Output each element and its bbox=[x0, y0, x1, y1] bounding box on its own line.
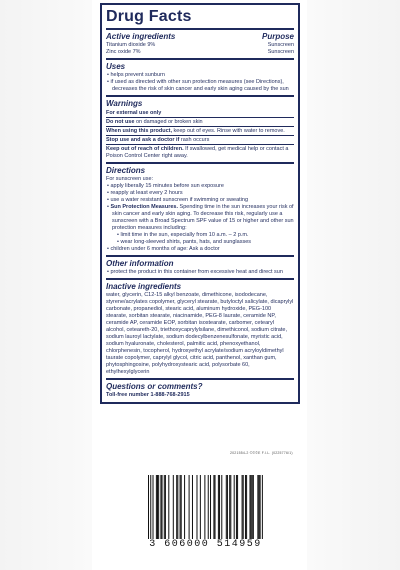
barcode-bar bbox=[246, 475, 247, 539]
uses-item: • if used as directed with other sun protection measures (see Directions), decreases the risk of skin cancer and early skin aging caused by the sun bbox=[107, 79, 289, 92]
directions-item: • reapply at least every 2 hours bbox=[107, 190, 183, 196]
warnings-list bbox=[106, 109, 294, 160]
barcode-bar bbox=[237, 475, 238, 539]
barcode-bar bbox=[260, 475, 261, 539]
uses-heading: Uses bbox=[106, 62, 126, 71]
uses-item: • helps prevent sunburn bbox=[107, 72, 165, 78]
questions-heading: Questions or comments? bbox=[106, 382, 203, 391]
drug-facts-panel bbox=[100, 3, 300, 404]
barcode-bar bbox=[181, 475, 182, 539]
warning-line: For external use only bbox=[106, 109, 294, 118]
barcode-bar bbox=[192, 475, 193, 539]
directions-intro: For sunscreen use: bbox=[106, 176, 154, 182]
barcode-bar bbox=[156, 475, 157, 539]
carton-left-side bbox=[0, 0, 92, 570]
barcode-bar bbox=[160, 475, 161, 539]
barcode-bar bbox=[249, 475, 250, 539]
barcode-bar bbox=[204, 475, 205, 539]
ingredient-name: Zinc oxide 7% bbox=[106, 49, 141, 55]
divider bbox=[106, 95, 294, 97]
ingredient-name: Titanium dioxide 9% bbox=[106, 42, 156, 48]
warnings-heading: Warnings bbox=[106, 99, 143, 108]
barcode-bar bbox=[210, 475, 211, 539]
warning-line: Stop use and ask a doctor if rash occurs bbox=[106, 136, 294, 145]
barcode-bar bbox=[221, 475, 222, 539]
divider bbox=[106, 278, 294, 280]
divider bbox=[106, 378, 294, 380]
barcode-bar bbox=[257, 475, 258, 539]
barcode-bar bbox=[176, 475, 177, 539]
barcode-bar bbox=[173, 475, 174, 539]
barcode-bar bbox=[150, 475, 151, 539]
directions-item: • children under 6 months of age: Ask a doctor bbox=[107, 246, 220, 252]
barcode-bar bbox=[162, 475, 163, 539]
ingredient-purpose: Sunscreen bbox=[267, 42, 294, 48]
barcode-bar bbox=[215, 475, 216, 539]
barcode-bar bbox=[153, 475, 154, 539]
barcode-bar bbox=[236, 475, 237, 539]
active-ingredient-row bbox=[106, 42, 294, 49]
print-code: 2021554-2 ©©©E F.I.L. (0225776/1) bbox=[230, 451, 293, 455]
barcode-bar bbox=[184, 475, 185, 539]
carton-right-side bbox=[307, 0, 400, 570]
barcode-bar bbox=[208, 475, 209, 539]
barcode-bar bbox=[180, 475, 181, 539]
warning-line: Keep out of reach of children. If swallowed, get medical help or contact a Poison Control Center right away. bbox=[106, 145, 289, 159]
barcode-bar bbox=[200, 475, 201, 539]
barcode-bars bbox=[148, 475, 263, 539]
active-ingredients-header bbox=[106, 32, 294, 42]
divider bbox=[106, 58, 294, 60]
sun-protection-subitem: • limit time in the sun, especially from 10 a.m. – 2 p.m. bbox=[117, 232, 249, 238]
barcode-bar bbox=[262, 475, 263, 539]
barcode-bar bbox=[253, 475, 254, 539]
barcode bbox=[148, 475, 263, 550]
barcode-bar bbox=[148, 475, 149, 539]
barcode-bar bbox=[219, 475, 220, 539]
barcode-number: 3 606000 514959 bbox=[149, 539, 262, 550]
purpose-heading: Purpose bbox=[261, 32, 294, 41]
barcode-bar bbox=[252, 475, 253, 539]
inactive-ingredients-text: water, glycerin, C12-15 alkyl benzoate, dimethicone, isododecane, styrene/acrylates copolymer, glyceryl stearate, butyloctyl salicylate, dicaprylyl carbonate, propanediol, stearic acid, aluminum hydroxide, PEG-100 stearate, sorbitan stearate, niacinamide, PEG-8 laurate, ceramide NP, ceramide AP, ceramide EOP, sorbitan isostearate, carbomer, cetearyl alcohol, ceteareth-20, triethoxycaprylylsilane, dimethiconol, sodium citrate, sodium lauroyl lactylate, sodium dodecylbenzenesulfonate, myristic acid, sodium hyaluronate, cholesterol, palmitic acid, phenoxyethanol, chlorphenesin, tocopherol, hydroxyethyl acrylate/sodium acryloyldimethyl taurate copolymer, caprylyl glycol, citric acid, panthenol, xanthan gum, phytosphingosine, polyhydroxystearic acid, polysorbate 60, ethylhexylglycerin bbox=[106, 292, 294, 375]
barcode-bar bbox=[251, 475, 252, 539]
barcode-bar bbox=[242, 475, 243, 539]
active-ingredient-row bbox=[106, 49, 294, 56]
sun-protection-item: • Sun Protection Measures. Spending time in the sun increases your risk of skin cancer and early skin aging. To decrease this risk, regularly use a sunscreen with a Broad Spectrum SPF value of 15 or higher and other sun protection measures including: bbox=[107, 204, 294, 231]
barcode-bar bbox=[227, 475, 228, 539]
inactive-ingredients-heading: Inactive ingredients bbox=[106, 282, 182, 291]
toll-free-number: Toll-free number 1-888-768-2915 bbox=[106, 392, 190, 398]
directions-heading: Directions bbox=[106, 166, 146, 175]
other-information-heading: Other information bbox=[106, 259, 174, 268]
warning-line: Do not use on damaged or broken skin bbox=[106, 118, 294, 127]
directions-item: • apply liberally 15 minutes before sun exposure bbox=[107, 183, 224, 189]
divider bbox=[106, 255, 294, 257]
barcode-bar bbox=[218, 475, 219, 539]
divider bbox=[106, 28, 294, 30]
other-information-item: • protect the product in this container from excessive heat and direct sun bbox=[107, 269, 283, 275]
barcode-bar bbox=[196, 475, 197, 539]
barcode-bar bbox=[213, 475, 214, 539]
warning-line: When using this product, keep out of eyes. Rinse with water to remove. bbox=[106, 127, 294, 136]
sun-protection-subitem: • wear long-sleeved shirts, pants, hats, and sunglasses bbox=[117, 239, 252, 245]
barcode-bar bbox=[177, 475, 178, 539]
directions-item: • use a water resistant sunscreen if swimming or sweating bbox=[107, 197, 249, 203]
barcode-bar bbox=[157, 475, 158, 539]
ingredient-purpose: Sunscreen bbox=[267, 49, 294, 55]
barcode-bar bbox=[229, 475, 230, 539]
barcode-bar bbox=[230, 475, 231, 539]
barcode-bar bbox=[258, 475, 259, 539]
barcode-bar bbox=[165, 475, 166, 539]
barcode-bar bbox=[189, 475, 190, 539]
barcode-bar bbox=[226, 475, 227, 539]
divider bbox=[106, 162, 294, 164]
barcode-bar bbox=[158, 475, 159, 539]
active-ingredients-heading: Active ingredients bbox=[106, 32, 176, 41]
barcode-bar bbox=[164, 475, 165, 539]
barcode-bar bbox=[168, 475, 169, 539]
barcode-bar bbox=[243, 475, 244, 539]
barcode-bar bbox=[245, 475, 246, 539]
barcode-bar bbox=[234, 475, 235, 539]
drug-facts-title: Drug Facts bbox=[106, 8, 192, 25]
